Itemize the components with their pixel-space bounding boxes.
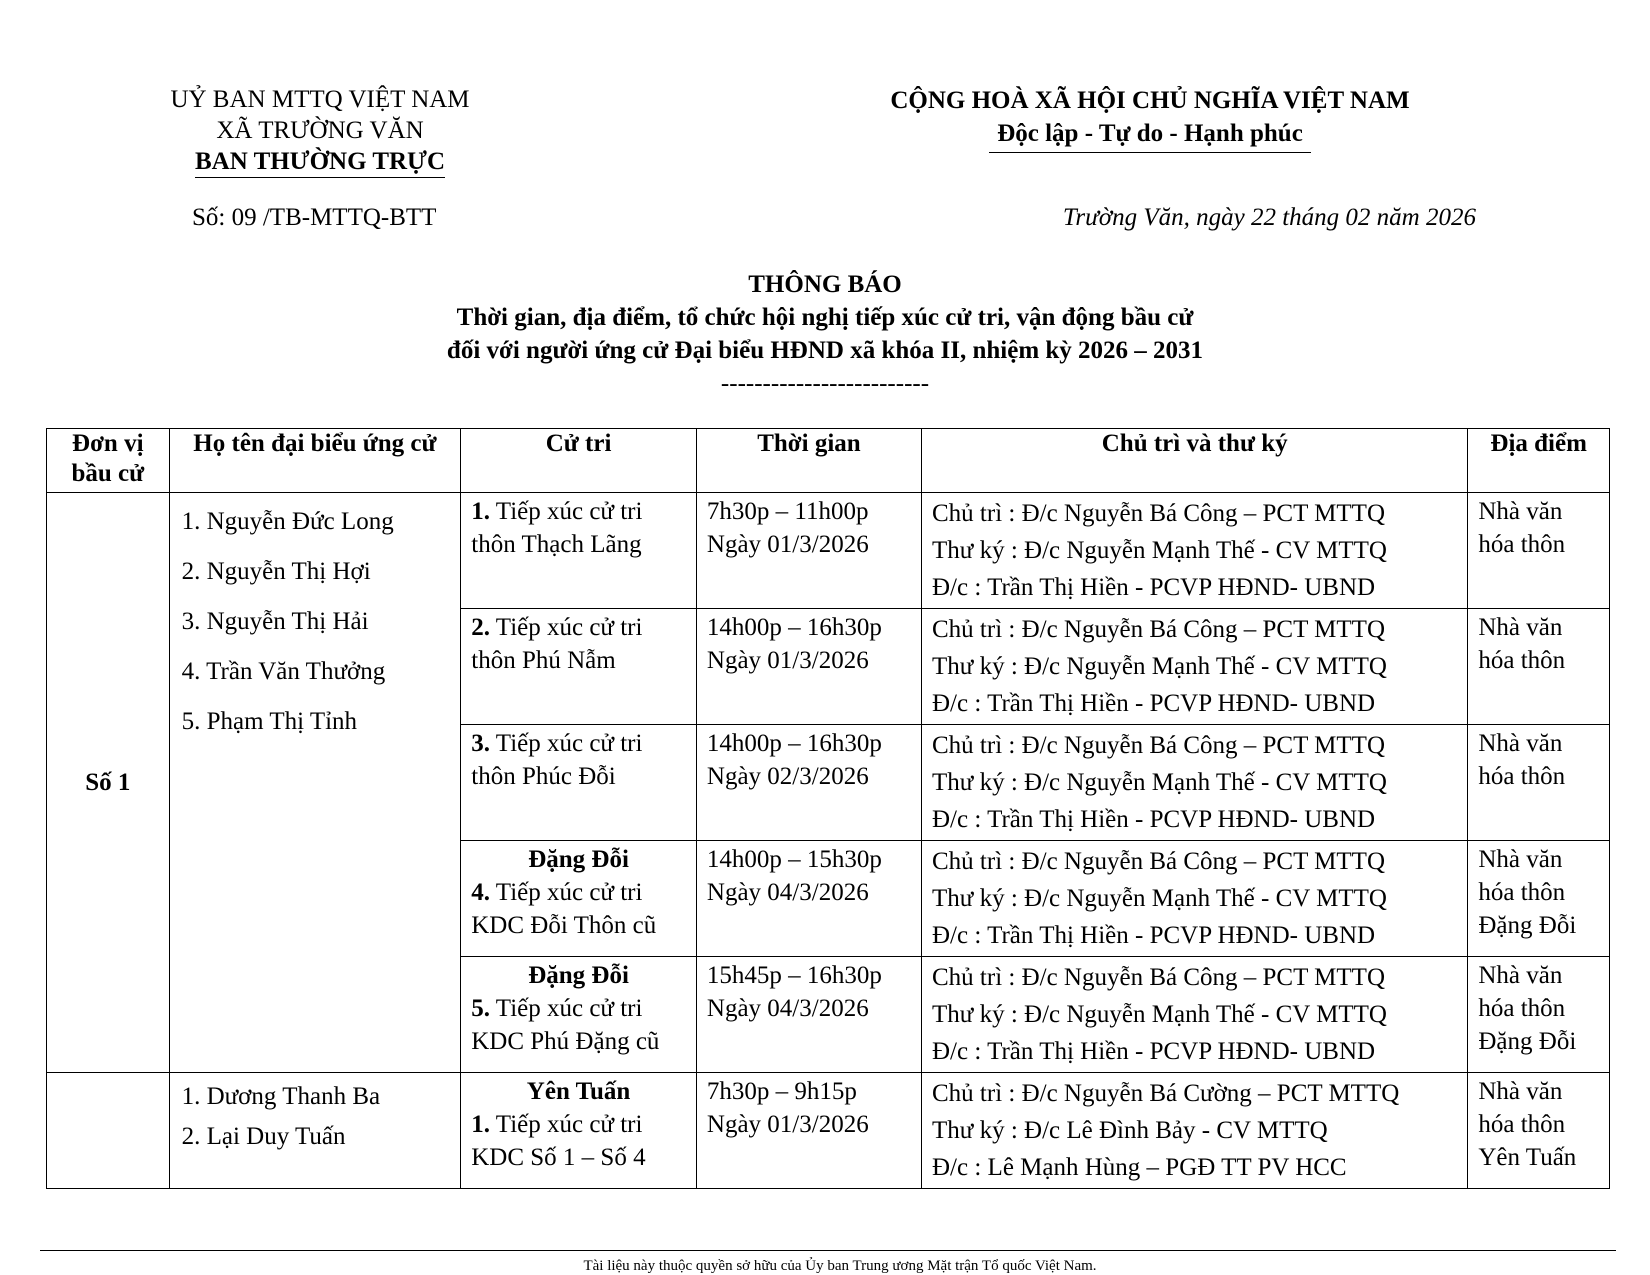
nation-name: CỘNG HOÀ XÃ HỘI CHỦ NGHĨA VIỆT NAM bbox=[890, 87, 1410, 114]
issuing-organization bbox=[140, 84, 500, 178]
org-line-1: UỶ BAN MTTQ VIỆT NAM bbox=[170, 86, 470, 113]
candidate: 2. Nguyễn Thị Hợi bbox=[181, 558, 371, 585]
candidate: 4. Trần Văn Thưởng bbox=[181, 658, 386, 685]
time-cell: 7h30p – 11h00p Ngày 01/3/2026 bbox=[696, 493, 921, 609]
place-cell: Nhà văn hóa thôn Yên Tuấn bbox=[1468, 1073, 1610, 1189]
chair-cell: Chủ trì : Đ/c Nguyễn Bá Công – PCT MTTQ Thư ký : Đ/c Nguyễn Mạnh Thế - CV MTTQ Đ/c : Trần Thị Hiền - PCVP HĐND- UBND bbox=[922, 493, 1468, 609]
candidate: 2. Lại Duy Tuấn bbox=[181, 1123, 346, 1150]
candidate-list bbox=[169, 1073, 461, 1189]
place-cell: Nhà văn hóa thôn Đặng Đỗi bbox=[1468, 957, 1610, 1073]
voter-cell: 1. Tiếp xúc cử tri thôn Thạch Lãng bbox=[461, 493, 697, 609]
time-cell: 15h45p – 16h30p Ngày 04/3/2026 bbox=[696, 957, 921, 1073]
voter-cell: 3. Tiếp xúc cử tri thôn Phúc Đỗi bbox=[461, 725, 697, 841]
header-voters: Cử tri bbox=[461, 429, 697, 493]
candidate: 3. Nguyễn Thị Hải bbox=[181, 608, 369, 635]
table-row bbox=[47, 493, 1610, 609]
header-place: Địa điểm bbox=[1468, 429, 1610, 493]
candidate: 1. Nguyễn Đức Long bbox=[181, 508, 394, 535]
place-cell: Nhà văn hóa thôn bbox=[1468, 493, 1610, 609]
footer-divider bbox=[40, 1250, 1616, 1251]
time-cell: 14h00p – 15h30p Ngày 04/3/2026 bbox=[696, 841, 921, 957]
place-cell: Nhà văn hóa thôn Đặng Đỗi bbox=[1468, 841, 1610, 957]
footer-note: Tài liệu này thuộc quyền sở hữu của Ủy ban Trung ương Mặt trận Tổ quốc Việt Nam. bbox=[583, 1258, 1097, 1274]
header-time: Thời gian bbox=[696, 429, 921, 493]
chair-cell: Chủ trì : Đ/c Nguyễn Bá Công – PCT MTTQ Thư ký : Đ/c Nguyễn Mạnh Thế - CV MTTQ Đ/c : Trần Thị Hiền - PCVP HĐND- UBND bbox=[922, 957, 1468, 1073]
candidate: 1. Dương Thanh Ba bbox=[181, 1083, 381, 1110]
title-line-1: Thời gian, địa điểm, tổ chức hội nghị tiếp xúc cử tri, vận động bầu cử bbox=[456, 304, 1194, 331]
chair-cell: Chủ trì : Đ/c Nguyễn Bá Cường – PCT MTTQ Thư ký : Đ/c Lê Đình Bảy - CV MTTQ Đ/c : Lê Mạnh Hùng – PGĐ TT PV HCC bbox=[922, 1073, 1468, 1189]
place-cell: Nhà văn hóa thôn bbox=[1468, 725, 1610, 841]
time-cell: 7h30p – 9h15p Ngày 01/3/2026 bbox=[696, 1073, 921, 1189]
candidate-list bbox=[169, 493, 461, 1073]
voter-cell: Yên Tuấn 1. Tiếp xúc cử tri KDC Số 1 – Số 4 bbox=[461, 1073, 697, 1189]
chair-cell: Chủ trì : Đ/c Nguyễn Bá Công – PCT MTTQ Thư ký : Đ/c Nguyễn Mạnh Thế - CV MTTQ Đ/c : Trần Thị Hiền - PCVP HĐND- UBND bbox=[922, 841, 1468, 957]
table-header-row bbox=[47, 429, 1610, 493]
chair-cell: Chủ trì : Đ/c Nguyễn Bá Công – PCT MTTQ Thư ký : Đ/c Nguyễn Mạnh Thế - CV MTTQ Đ/c : Trần Thị Hiền - PCVP HĐND- UBND bbox=[922, 725, 1468, 841]
national-heading bbox=[870, 84, 1430, 153]
time-cell: 14h00p – 16h30p Ngày 01/3/2026 bbox=[696, 609, 921, 725]
candidate: 5. Phạm Thị Tỉnh bbox=[181, 708, 358, 735]
org-line-3: BAN THƯỜNG TRỰC bbox=[195, 146, 445, 178]
title-line-2: đối với người ứng cử Đại biểu HĐND xã khóa II, nhiệm kỳ 2026 – 2031 bbox=[446, 337, 1204, 364]
chair-cell: Chủ trì : Đ/c Nguyễn Bá Công – PCT MTTQ Thư ký : Đ/c Nguyễn Mạnh Thế - CV MTTQ Đ/c : Trần Thị Hiền - PCVP HĐND- UBND bbox=[922, 609, 1468, 725]
voter-cell: 2. Tiếp xúc cử tri thôn Phú Nẫm bbox=[461, 609, 697, 725]
header-chair: Chủ trì và thư ký bbox=[922, 429, 1468, 493]
national-motto: Độc lập - Tự do - Hạnh phúc bbox=[989, 117, 1311, 153]
date-line: Trường Văn, ngày 22 tháng 02 năm 2026 bbox=[1062, 204, 1476, 231]
document-title bbox=[0, 268, 1650, 400]
voter-cell: Đặng Đỗi 4. Tiếp xúc cử tri KDC Đỗi Thôn cũ bbox=[461, 841, 697, 957]
org-line-2: XÃ TRƯỜNG VĂN bbox=[216, 117, 424, 144]
unit-name: Số 1 bbox=[47, 493, 170, 1073]
header-candidates: Họ tên đại biểu ứng cử bbox=[169, 429, 461, 493]
place-cell: Nhà văn hóa thôn bbox=[1468, 609, 1610, 725]
title-separator: ------------------------- bbox=[720, 370, 930, 397]
unit-name bbox=[47, 1073, 170, 1189]
title-main: THÔNG BÁO bbox=[748, 271, 902, 298]
table-row bbox=[47, 1073, 1610, 1189]
header-unit: Đơn vị bầu cử bbox=[47, 429, 170, 493]
voter-cell: Đặng Đỗi 5. Tiếp xúc cử tri KDC Phú Đặng cũ bbox=[461, 957, 697, 1073]
schedule-table bbox=[46, 428, 1610, 1189]
time-cell: 14h00p – 16h30p Ngày 02/3/2026 bbox=[696, 725, 921, 841]
document-number: Số: 09 /TB-MTTQ-BTT bbox=[192, 204, 437, 231]
